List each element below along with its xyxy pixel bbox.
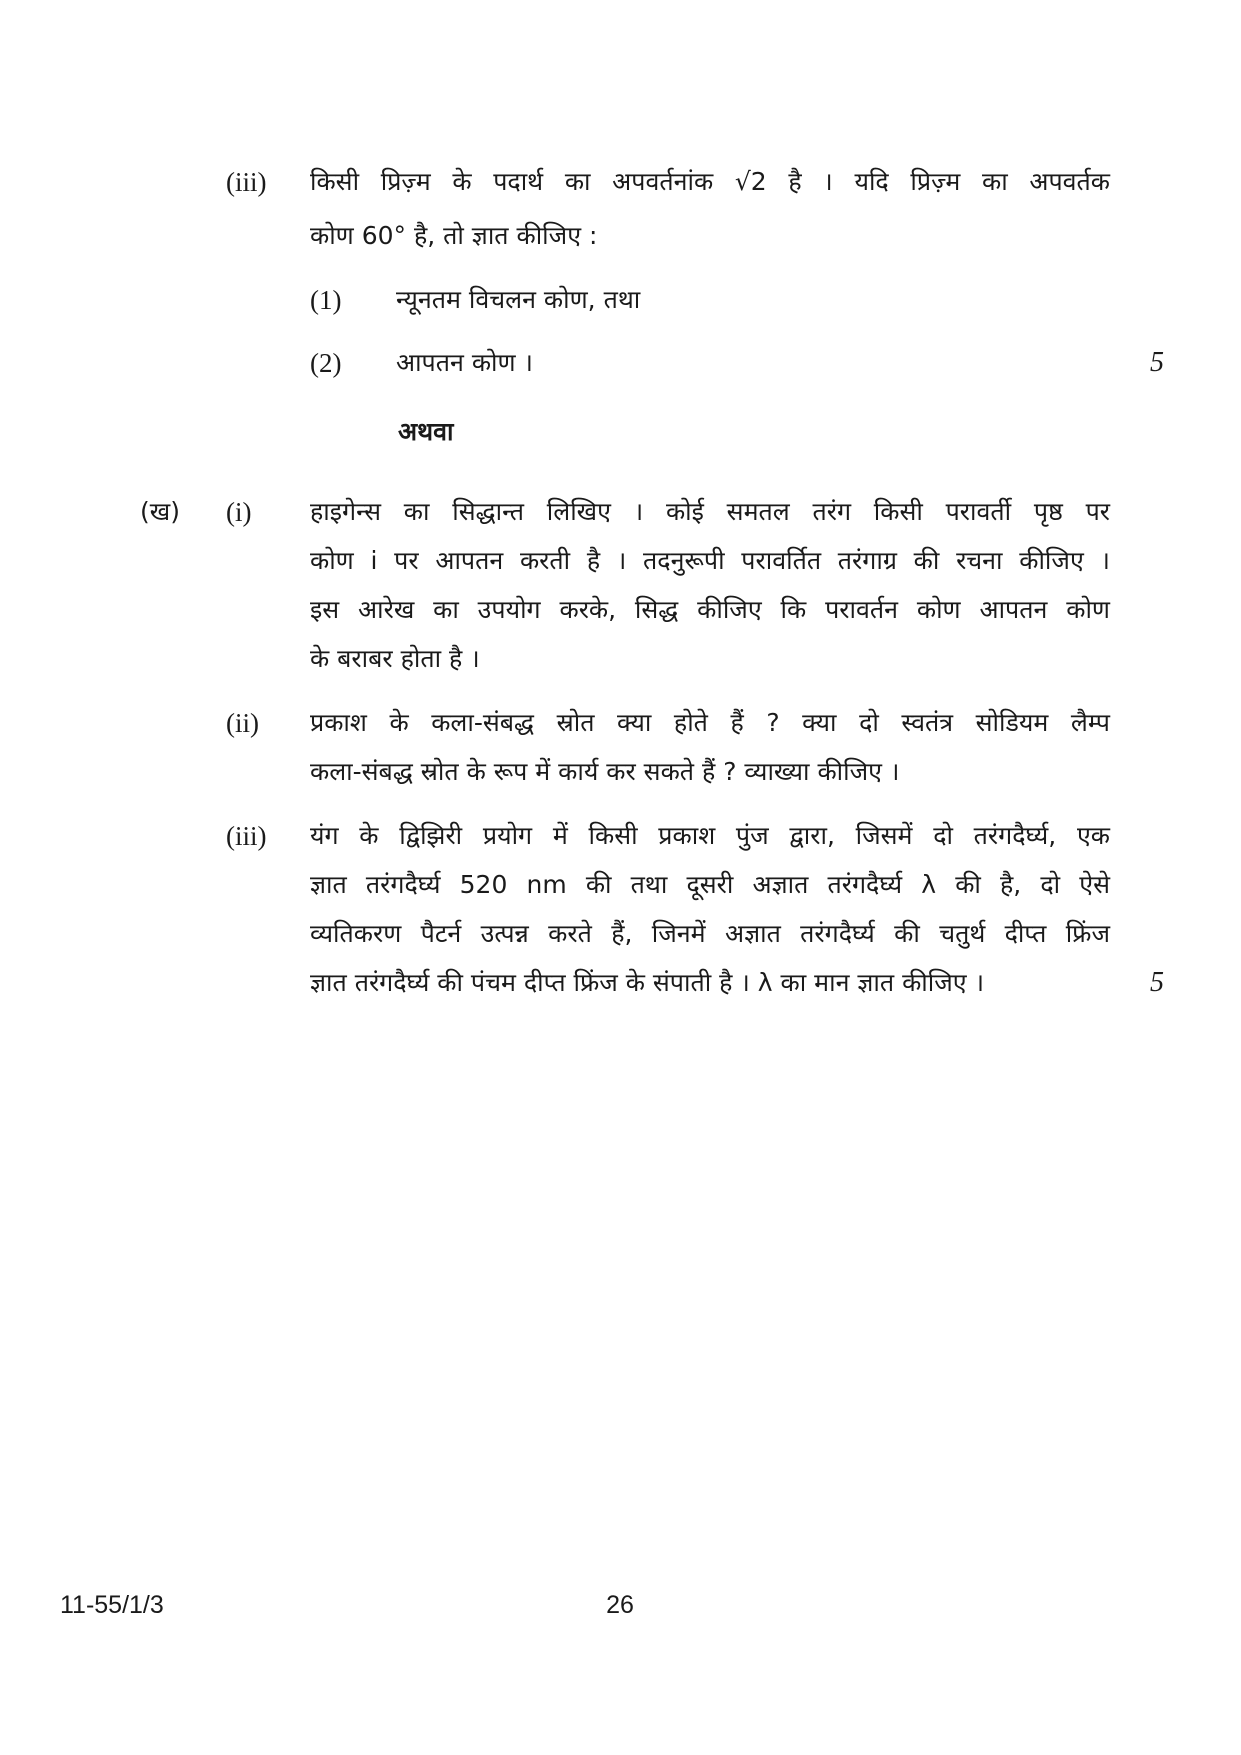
question-label-kha-ii: (ii)	[226, 708, 259, 738]
ydse-question-line-1: यंग के द्विझिरी प्रयोग में किसी प्रकाश पुंज द्वारा, जिसमें दो तरंगदैर्घ्य, एक	[310, 821, 1110, 850]
prism-question-line-2: कोण 60° है, तो ज्ञात कीजिए :	[310, 221, 598, 250]
marks-ydse-question: 5	[1150, 967, 1164, 998]
question-label-iii-prism: (iii)	[226, 167, 267, 197]
sub-part-label-1: (1)	[310, 285, 342, 315]
huygens-question-line-2: कोण i पर आपतन करती है । तदनुरूपी परावर्तित तरंगाग्र की रचना कीजिए ।	[310, 546, 1110, 575]
or-separator: अथवा	[398, 417, 454, 446]
huygens-question-line-1: हाइगेन्स का सिद्धान्त लिखिए । कोई समतल तरंग किसी परावर्ती पृष्ठ पर	[310, 497, 1110, 526]
ydse-question-line-2: ज्ञात तरंगदैर्घ्य 520 nm की तथा दूसरी अज्ञात तरंगदैर्घ्य λ की है, दो ऐसे	[310, 870, 1110, 899]
page-number: 26	[606, 1591, 634, 1619]
question-label-kha: (ख)	[140, 497, 180, 526]
prism-question-line-1: किसी प्रिज़्म के पदार्थ का अपवर्तनांक √2 है । यदि प्रिज़्म का अपवर्तक	[310, 167, 1110, 196]
sub-part-text-1: न्यूनतम विचलन कोण, तथा	[396, 285, 641, 314]
marks-prism-question: 5	[1150, 347, 1164, 378]
ydse-question-line-3: व्यतिकरण पैटर्न उत्पन्न करते हैं, जिनमें अज्ञात तरंगदैर्घ्य की चतुर्थ दीप्त फ्रिंज	[310, 919, 1110, 948]
question-label-kha-iii: (iii)	[226, 821, 267, 851]
coherent-source-line-2: कला-संबद्ध स्रोत के रूप में कार्य कर सकते हैं ? व्याख्या कीजिए ।	[310, 757, 900, 786]
sub-part-text-2: आपतन कोण ।	[396, 348, 533, 377]
paper-code: 11-55/1/3	[60, 1591, 164, 1619]
coherent-source-line-1: प्रकाश के कला-संबद्ध स्रोत क्या होते हैं ? क्या दो स्वतंत्र सोडियम लैम्प	[310, 708, 1110, 737]
question-label-kha-i: (i)	[226, 497, 252, 527]
ydse-question-line-4: ज्ञात तरंगदैर्घ्य की पंचम दीप्त फ्रिंज के संपाती है । λ का मान ज्ञात कीजिए ।	[310, 968, 985, 997]
huygens-question-line-3: इस आरेख का उपयोग करके, सिद्ध कीजिए कि परावर्तन कोण आपतन कोण	[310, 595, 1110, 624]
sub-part-label-2: (2)	[310, 348, 342, 378]
huygens-question-line-4: के बराबर होता है ।	[310, 644, 480, 673]
